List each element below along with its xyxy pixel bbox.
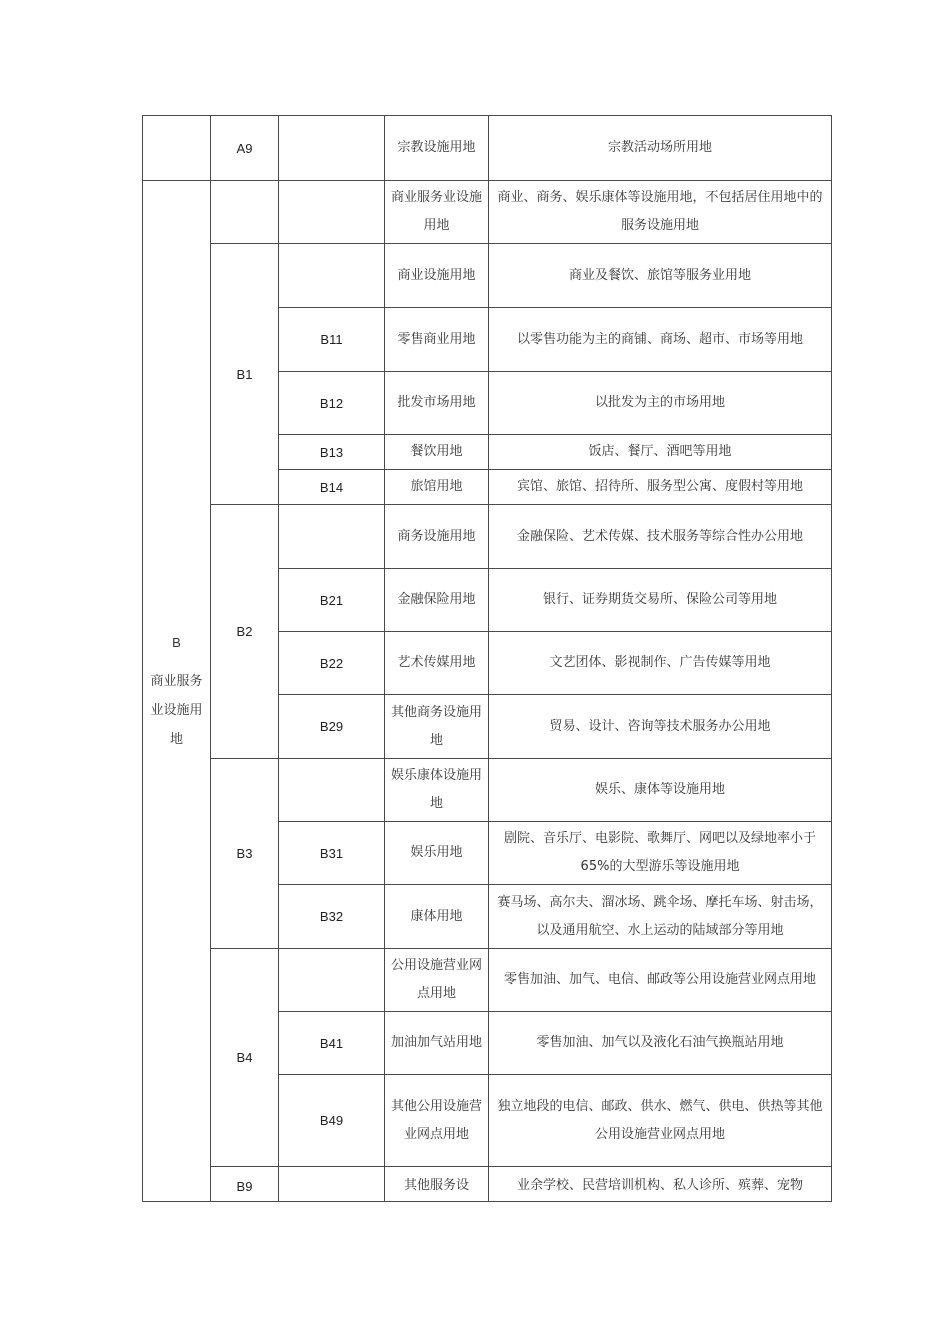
class-description: 以批发为主的市场用地 — [489, 372, 832, 435]
class-description: 饭店、餐厅、酒吧等用地 — [489, 435, 832, 470]
mid-class-code: B3 — [211, 759, 279, 949]
major-class-code: B — [172, 635, 181, 650]
class-description: 赛马场、高尔夫、溜冰场、跳伞场、摩托车场、射击场，以及通用航空、水上运动的陆域部分等用地 — [489, 885, 832, 949]
sub-class-code: B21 — [279, 569, 385, 632]
mid-class-code: B4 — [211, 949, 279, 1167]
mid-class-cell-empty — [211, 181, 279, 244]
table-row-b9 — [143, 1167, 832, 1202]
class-name: 餐饮用地 — [385, 435, 489, 470]
class-name: 商业设施用地 — [385, 244, 489, 308]
class-description: 业余学校、民营培训机构、私人诊所、殡葬、宠物 — [489, 1167, 832, 1202]
class-name: 康体用地 — [385, 885, 489, 949]
class-description: 商业、商务、娱乐康体等设施用地，不包括居住用地中的服务设施用地 — [489, 181, 832, 244]
sub-class-cell-empty — [279, 244, 385, 308]
class-description: 银行、证券期货交易所、保险公司等用地 — [489, 569, 832, 632]
class-name: 娱乐康体设施用地 — [385, 759, 489, 822]
mid-class-code: B2 — [211, 505, 279, 759]
class-description: 文艺团体、影视制作、广告传媒等用地 — [489, 632, 832, 695]
class-name: 其他商务设施用地 — [385, 695, 489, 759]
sub-class-code: B31 — [279, 822, 385, 885]
table-row-a9 — [143, 116, 832, 181]
sub-class-cell-empty — [279, 759, 385, 822]
major-class-cell-empty — [143, 116, 211, 181]
mid-class-code: A9 — [211, 116, 279, 181]
sub-class-code: B12 — [279, 372, 385, 435]
class-description: 金融保险、艺术传媒、技术服务等综合性办公用地 — [489, 505, 832, 569]
class-name: 零售商业用地 — [385, 308, 489, 372]
class-description: 零售加油、加气、电信、邮政等公用设施营业网点用地 — [489, 949, 832, 1012]
sub-class-cell-empty — [279, 116, 385, 181]
mid-class-code: B9 — [211, 1167, 279, 1202]
sub-class-code: B22 — [279, 632, 385, 695]
class-description: 娱乐、康体等设施用地 — [489, 759, 832, 822]
sub-class-cell-empty — [279, 1167, 385, 1202]
class-name: 其他公用设施营业网点用地 — [385, 1075, 489, 1167]
sub-class-code: B49 — [279, 1075, 385, 1167]
major-class-cell-b — [143, 181, 211, 1202]
class-name: 娱乐用地 — [385, 822, 489, 885]
class-description: 剧院、音乐厅、电影院、歌舞厅、网吧以及绿地率小于65%的大型游乐等设施用地 — [489, 822, 832, 885]
sub-class-cell-empty — [279, 949, 385, 1012]
major-class-name: 商业服务业设施用地 — [150, 674, 203, 747]
sub-class-code: B29 — [279, 695, 385, 759]
class-name: 其他服务设 — [385, 1167, 489, 1202]
class-name: 商务设施用地 — [385, 505, 489, 569]
sub-class-cell-empty — [279, 505, 385, 569]
class-name: 商业服务业设施用地 — [385, 181, 489, 244]
table-row-b — [143, 181, 832, 244]
table-row-b1 — [143, 244, 832, 308]
class-name: 旅馆用地 — [385, 470, 489, 505]
mid-class-code: B1 — [211, 244, 279, 505]
sub-class-code: B32 — [279, 885, 385, 949]
table-row-b3 — [143, 759, 832, 822]
class-name: 加油加气站用地 — [385, 1012, 489, 1075]
sub-class-cell-empty — [279, 181, 385, 244]
sub-class-code: B14 — [279, 470, 385, 505]
class-description: 以零售功能为主的商铺、商场、超市、市场等用地 — [489, 308, 832, 372]
table-row-b4 — [143, 949, 832, 1012]
class-name: 金融保险用地 — [385, 569, 489, 632]
class-description: 宗教活动场所用地 — [489, 116, 832, 181]
class-name: 公用设施营业网点用地 — [385, 949, 489, 1012]
table-row-b2 — [143, 505, 832, 569]
class-description: 零售加油、加气以及液化石油气换瓶站用地 — [489, 1012, 832, 1075]
sub-class-code: B13 — [279, 435, 385, 470]
class-name: 批发市场用地 — [385, 372, 489, 435]
class-name: 宗教设施用地 — [385, 116, 489, 181]
class-description: 宾馆、旅馆、招待所、服务型公寓、度假村等用地 — [489, 470, 832, 505]
class-description: 独立地段的电信、邮政、供水、燃气、供电、供热等其他公用设施营业网点用地 — [489, 1075, 832, 1167]
sub-class-code: B11 — [279, 308, 385, 372]
class-description: 贸易、设计、咨询等技术服务办公用地 — [489, 695, 832, 759]
sub-class-code: B41 — [279, 1012, 385, 1075]
land-use-classification-table — [142, 115, 832, 1202]
class-description: 商业及餐饮、旅馆等服务业用地 — [489, 244, 832, 308]
class-name: 艺术传媒用地 — [385, 632, 489, 695]
